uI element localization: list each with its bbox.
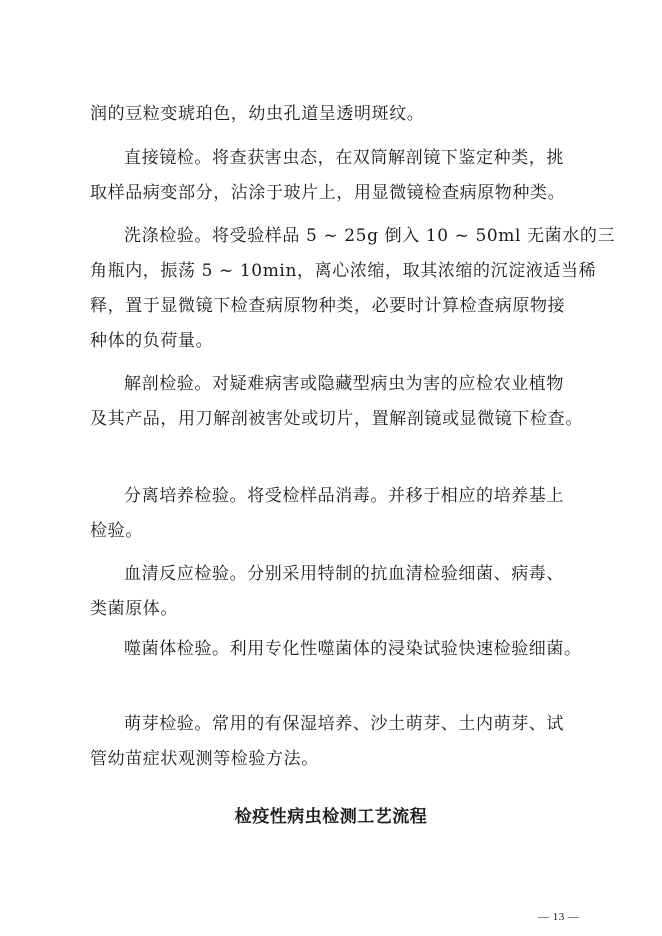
paragraph-line: 萌芽检验。常用的有保湿培养、沙土萌芽、土内萌芽、试: [124, 714, 564, 734]
paragraph-line: 解剖检验。对疑难病害或隐藏型病虫为害的应检农业植物: [124, 374, 564, 394]
paragraph-line: 分离培养检验。将受检样品消毒。并移于相应的培养基上: [124, 486, 564, 506]
page-number: — 13 —: [538, 911, 580, 923]
paragraph-line: 角瓶内，振荡 5 ~ 10min，离心浓缩，取其浓缩的沉淀液适当稀: [90, 261, 597, 281]
paragraph-line: 释，置于显微镜下检查病原物种类，必要时计算检查病原物接: [90, 296, 566, 316]
paragraph-line: 洗涤检验。将受验样品 5 ~ 25g 倒入 10 ~ 50ml 无菌水的三: [124, 226, 616, 246]
section-heading: 检疫性病虫检测工艺流程: [234, 807, 428, 827]
paragraph-line: 血清反应检验。分别采用特制的抗血清检验细菌、病毒、: [124, 564, 564, 584]
paragraph-line: 检验。: [90, 521, 143, 541]
paragraph-line: 直接镜检。将查获害虫态，在双筒解剖镜下鉴定种类，挑: [124, 148, 564, 168]
paragraph-line: 种体的负荷量。: [90, 331, 214, 351]
paragraph-line: 及其产品，用刀解剖被害处或切片，置解剖镜或显微镜下检查。: [90, 409, 583, 429]
paragraph-line: 类菌原体。: [90, 599, 178, 619]
paragraph-line: 管幼苗症状观测等检验方法。: [90, 749, 319, 769]
paragraph-line: 取样品病变部分，沾涂于玻片上，用显微镜检查病原物种类。: [90, 183, 566, 203]
paragraph-line: 噬菌体检验。利用专化性噬菌体的浸染试验快速检验细菌。: [124, 639, 582, 659]
paragraph-line: 润的豆粒变琥珀色，幼虫孔道呈透明斑纹。: [90, 104, 425, 124]
